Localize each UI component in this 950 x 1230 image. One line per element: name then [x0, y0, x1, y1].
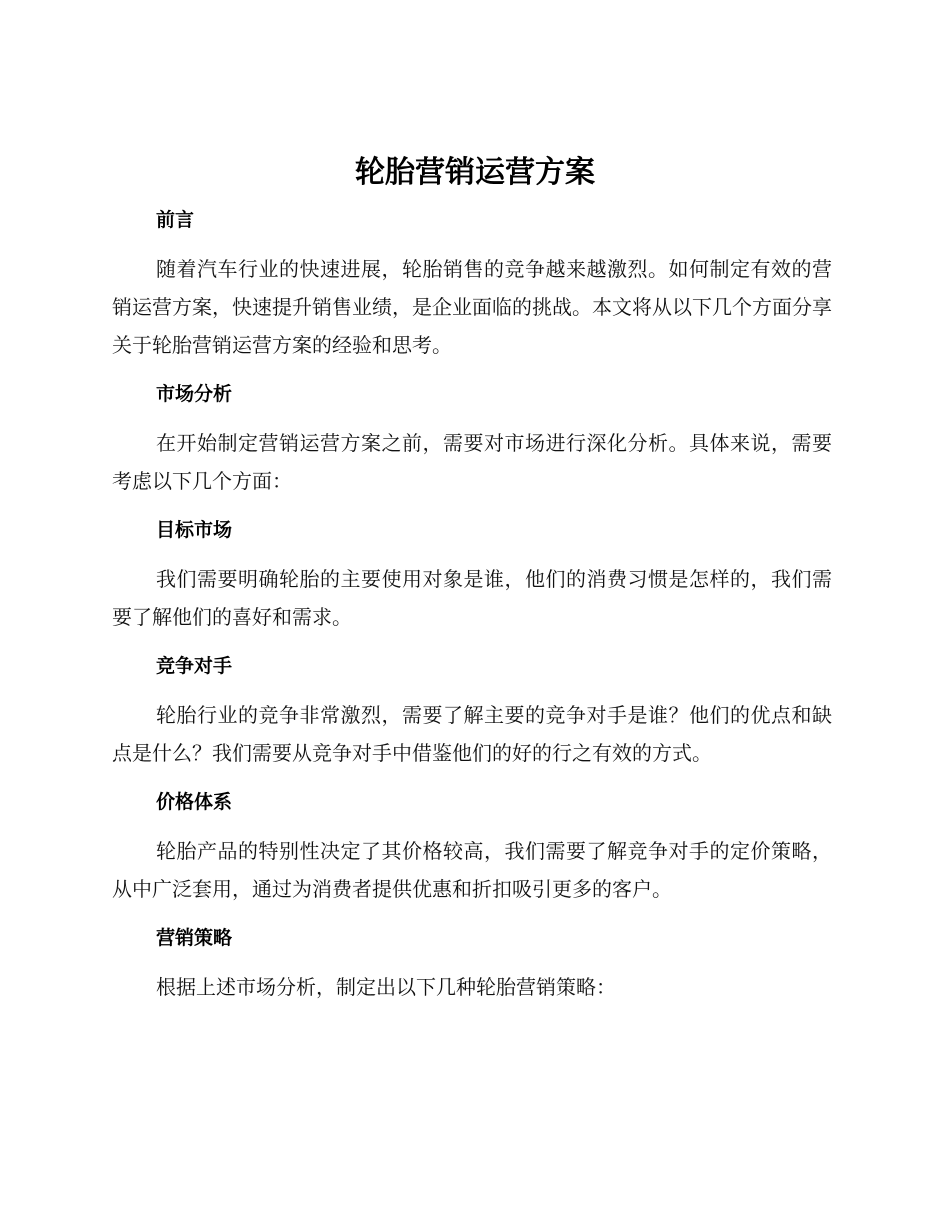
section-paragraph: 我们需要明确轮胎的主要使用对象是谁，他们的消费习惯是怎样的，我们需要了解他们的喜好和需求。 [112, 567, 832, 629]
section-heading: 市场分析 [156, 383, 233, 405]
section-heading: 前言 [156, 209, 195, 231]
section-paragraph: 轮胎行业的竞争非常激烈，需要了解主要的竞争对手是谁？他们的优点和缺点是什么？我们需要从竞争对手中借鉴他们的好的行之有效的方式。 [112, 703, 832, 765]
section-pricing [112, 780, 832, 908]
document-body [112, 198, 832, 1014]
section-heading: 目标市场 [156, 519, 233, 541]
document-title: 轮胎营销运营方案 [355, 155, 595, 190]
section-paragraph: 轮胎产品的特别性决定了其价格较高，我们需要了解竞争对手的定价策略，从中广泛套用，通过为消费者提供优惠和折扣吸引更多的客户。 [112, 839, 832, 901]
section-target-market [112, 508, 832, 636]
section-market-analysis [112, 372, 832, 500]
section-heading: 竞争对手 [156, 655, 233, 677]
section-paragraph: 随着汽车行业的快速进展，轮胎销售的竞争越来越激烈。如何制定有效的营销运营方案，快速提升销售业绩，是企业面临的挑战。本文将从以下几个方面分享关于轮胎营销运营方案的经验和思考。 [112, 257, 832, 357]
section-heading: 营销策略 [156, 927, 233, 949]
section-paragraph: 在开始制定营销运营方案之前，需要对市场进行深化分析。具体来说，需要考虑以下几个方面： [112, 431, 832, 493]
section-heading: 价格体系 [156, 791, 233, 813]
section-marketing-strategy [112, 916, 832, 1006]
section-competitors [112, 644, 832, 772]
section-preface [112, 198, 832, 364]
section-paragraph: 根据上述市场分析，制定出以下几种轮胎营销策略： [156, 975, 616, 999]
